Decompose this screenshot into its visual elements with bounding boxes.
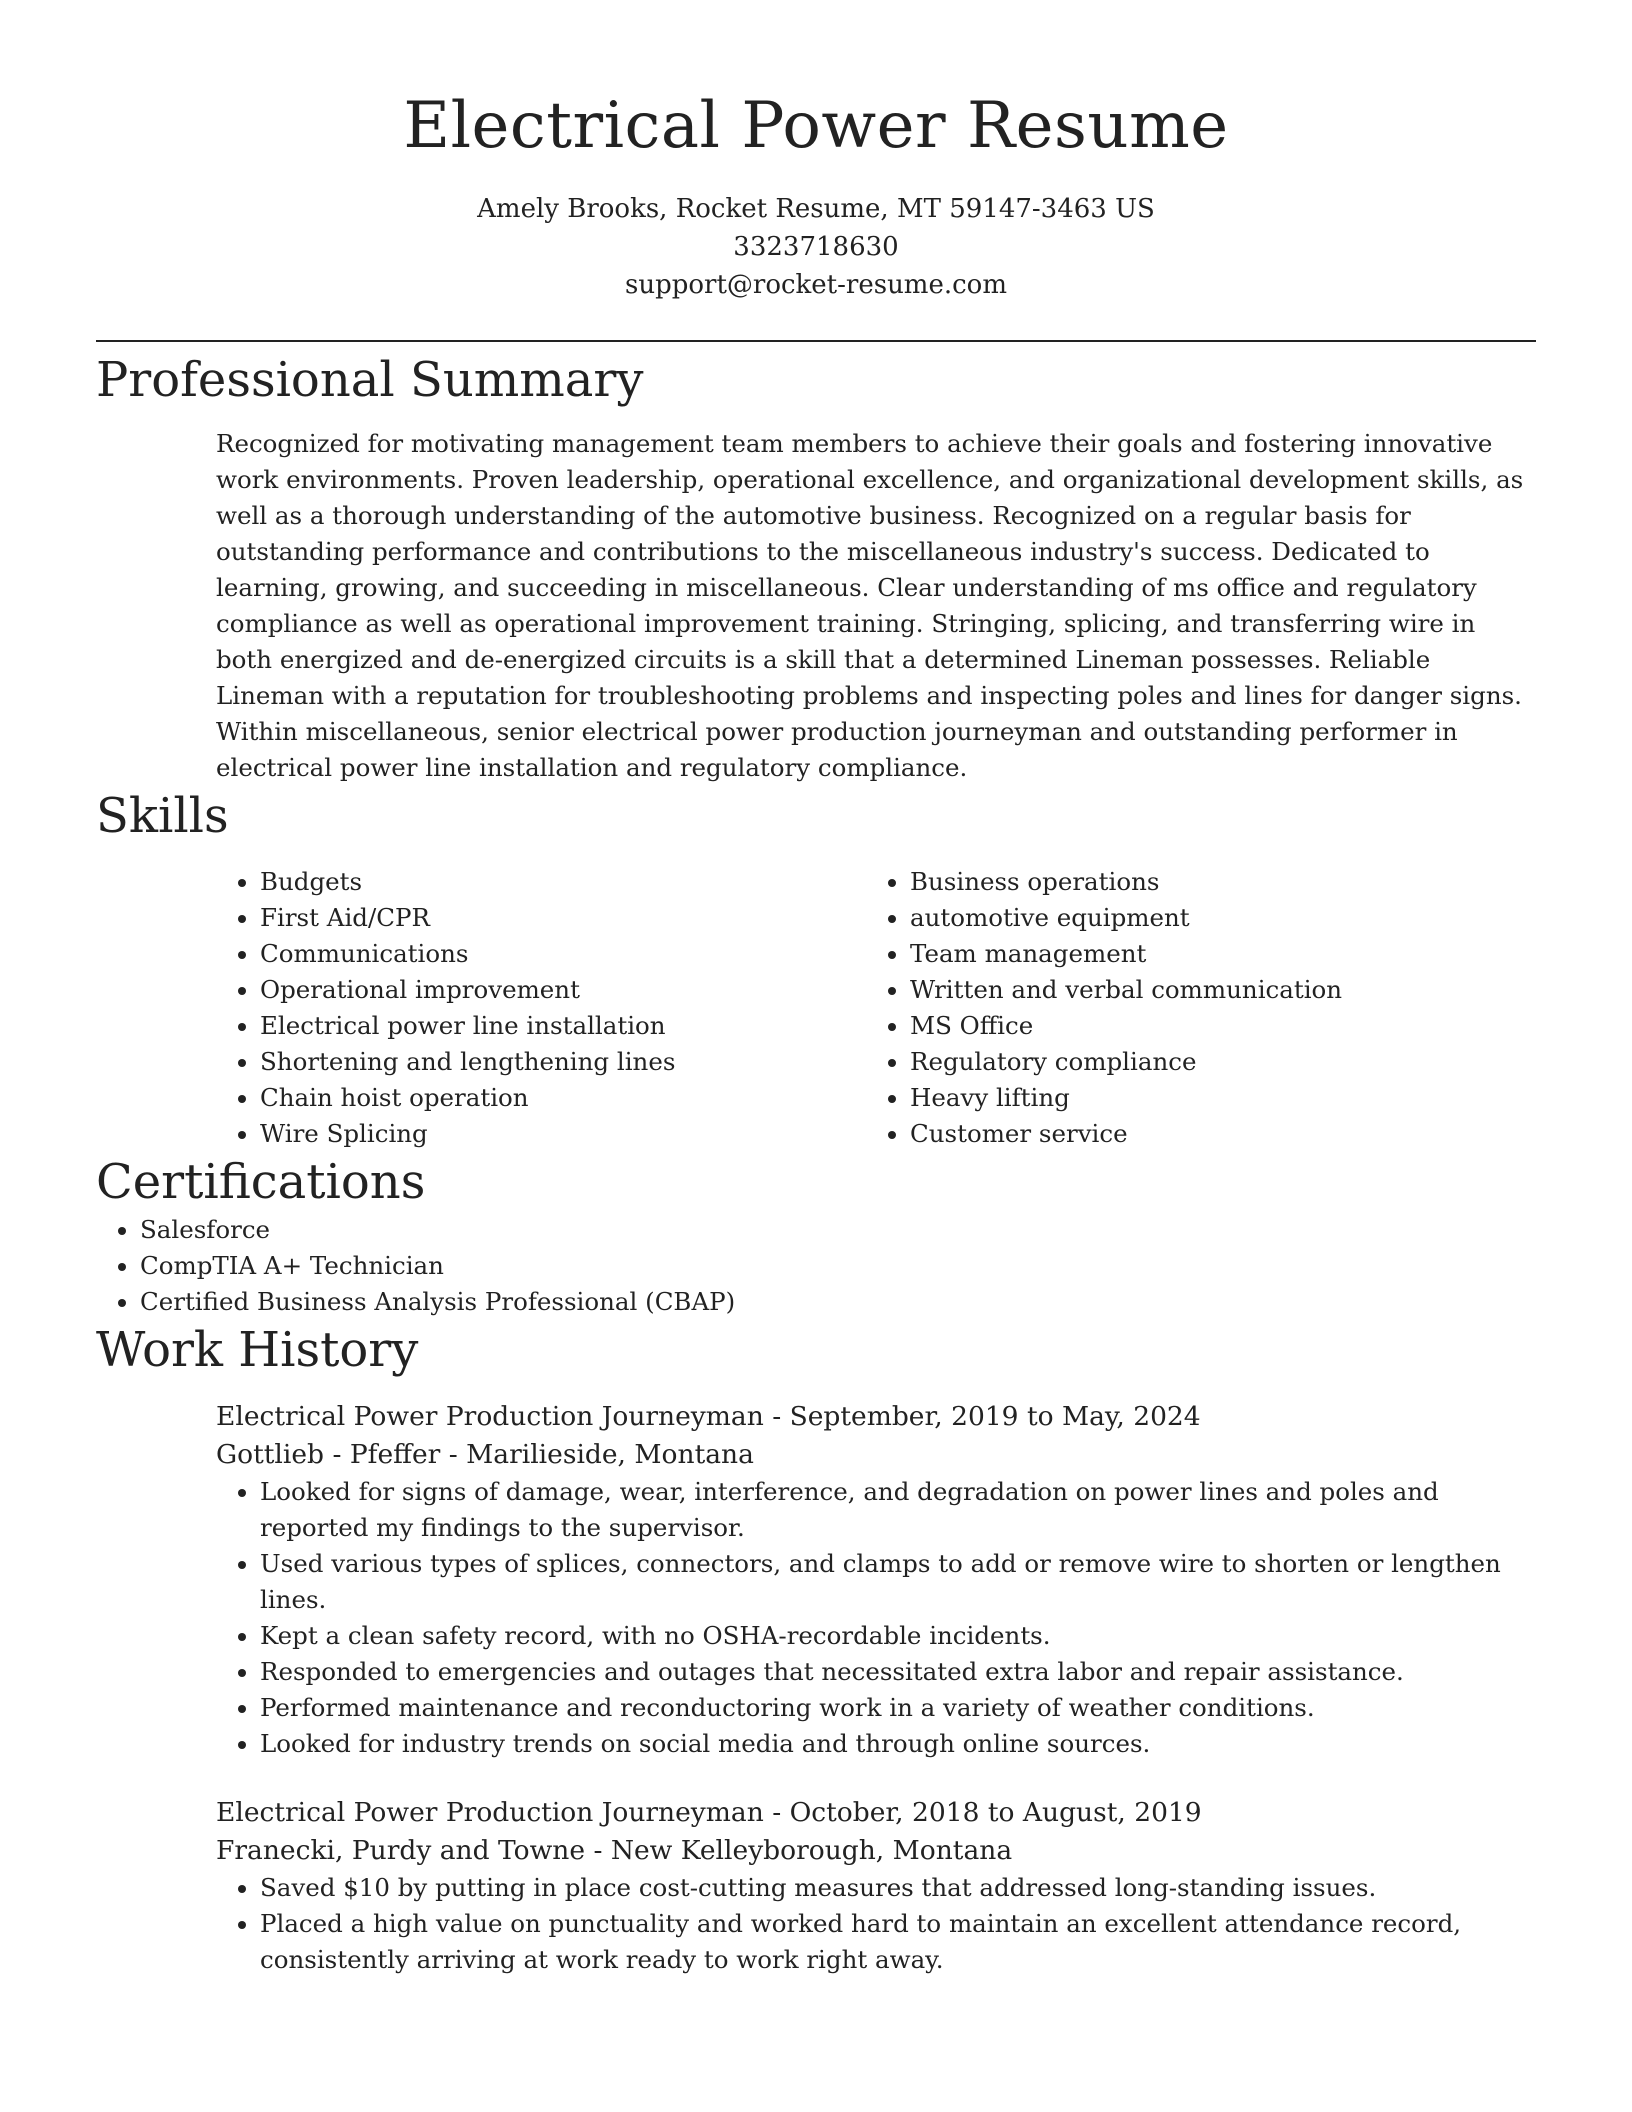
skill-item: • Shortening and lengthening lines — [260, 1044, 866, 1080]
certification-item: • CompTIA A+ Technician — [140, 1248, 1536, 1284]
job-dates: - October, 2018 to August, 2019 — [763, 1797, 1202, 1828]
skill-item: • Customer service — [910, 1116, 1516, 1152]
job-company-line — [216, 1436, 1536, 1474]
certifications-list — [96, 1212, 1536, 1320]
job-duty-item: • Performed maintenance and reconductoring work in a variety of weather conditions. — [260, 1690, 1536, 1726]
skill-item: • First Aid/CPR — [260, 900, 866, 936]
job-duty-item: • Placed a high value on punctuality and worked hard to maintain an excellent attendance record, consistently arriving at work ready to work right away. — [260, 1906, 1536, 1978]
job-duties-list — [216, 1870, 1536, 1978]
skill-item: • Regulatory compliance — [910, 1044, 1516, 1080]
job-duty-item: • Looked for industry trends on social media and through online sources. — [260, 1726, 1536, 1762]
contact-email: support@rocket-resume.com — [624, 270, 1007, 300]
job-duty-item: • Kept a clean safety record, with no OSHA-recordable incidents. — [260, 1618, 1536, 1654]
skill-item: • Wire Splicing — [260, 1116, 866, 1152]
skills-columns — [216, 864, 1536, 1152]
job-title: Electrical Power Production Journeyman — [216, 1401, 764, 1432]
job-company-line — [216, 1832, 1536, 1870]
resume-page — [96, 0, 1536, 1978]
job-duty-item: • Saved $10 by putting in place cost-cutting measures that addressed long-standing issues. — [260, 1870, 1536, 1906]
skills-list-right — [866, 864, 1516, 1152]
skill-item: • Heavy lifting — [910, 1080, 1516, 1116]
header-divider — [96, 340, 1536, 342]
summary-heading: Professional Summary — [96, 352, 644, 408]
resume-title: Electrical Power Resume — [403, 89, 1229, 163]
contact-info — [96, 190, 1536, 304]
job-dates: - September, 2019 to May, 2024 — [763, 1401, 1201, 1432]
skill-item: • Electrical power line installation — [260, 1008, 866, 1044]
skill-item: • Written and verbal communication — [910, 972, 1516, 1008]
job-duty-item: • Responded to emergencies and outages that necessitated extra labor and repair assistance. — [260, 1654, 1536, 1690]
contact-address: Amely Brooks, Rocket Resume, MT 59147-3463 US — [477, 194, 1155, 224]
contact-phone: 3323718630 — [733, 232, 899, 262]
job-entry — [216, 1794, 1536, 1978]
skill-item: • MS Office — [910, 1008, 1516, 1044]
certification-item: • Certified Business Analysis Professional (CBAP) — [140, 1284, 1536, 1320]
job-title-line — [216, 1794, 1536, 1832]
skill-item: • Business operations — [910, 864, 1516, 900]
certifications-heading: Certifications — [96, 1154, 426, 1210]
skill-item: • Operational improvement — [260, 972, 866, 1008]
skills-list-left — [216, 864, 866, 1152]
skill-item: • automotive equipment — [910, 900, 1516, 936]
skill-item: • Chain hoist operation — [260, 1080, 866, 1116]
skill-item: • Budgets — [260, 864, 866, 900]
job-location: - Marilieside, Montana — [440, 1439, 754, 1470]
skill-item: • Team management — [910, 936, 1516, 972]
job-entry — [216, 1398, 1536, 1762]
job-title: Electrical Power Production Journeyman — [216, 1797, 764, 1828]
certification-item: • Salesforce — [140, 1212, 1536, 1248]
job-company: Franecki, Purdy and Towne — [216, 1835, 586, 1866]
skills-heading: Skills — [96, 788, 229, 844]
job-company: Gottlieb - Pfeffer — [216, 1439, 441, 1470]
work-history-heading: Work History — [96, 1322, 419, 1378]
summary-text: Recognized for motivating management team members to achieve their goals and fostering innovative work environments. Proven leadership, operational excellence, and organizational development skills, as well as a thorough understanding of the automotive business. Recognized on a regular basis for outstanding performance and contributions to the miscellaneous industry's success. Dedicated to learning, growing, and succeeding in miscellaneous. Clear understanding of ms office and regulatory compliance as well as operational improvement training. Stringing, splicing, and transferring wire in both energized and de-energized circuits is a skill that a determined Lineman possesses. Reliable Lineman with a reputation for troubleshooting problems and inspecting poles and lines for danger signs. Within miscellaneous, senior electrical power production journeyman and outstanding performer in electrical power line installation and regulatory compliance. — [216, 429, 1524, 782]
job-duty-item: • Used various types of splices, connectors, and clamps to add or remove wire to shorten or lengthen lines. — [260, 1546, 1536, 1618]
job-duties-list — [216, 1474, 1536, 1762]
job-duty-item: • Looked for signs of damage, wear, interference, and degradation on power lines and poles and reported my findings to the supervisor. — [260, 1474, 1536, 1546]
skill-item: • Communications — [260, 936, 866, 972]
job-location: - New Kelleyborough, Montana — [585, 1835, 1013, 1866]
job-title-line — [216, 1398, 1536, 1436]
